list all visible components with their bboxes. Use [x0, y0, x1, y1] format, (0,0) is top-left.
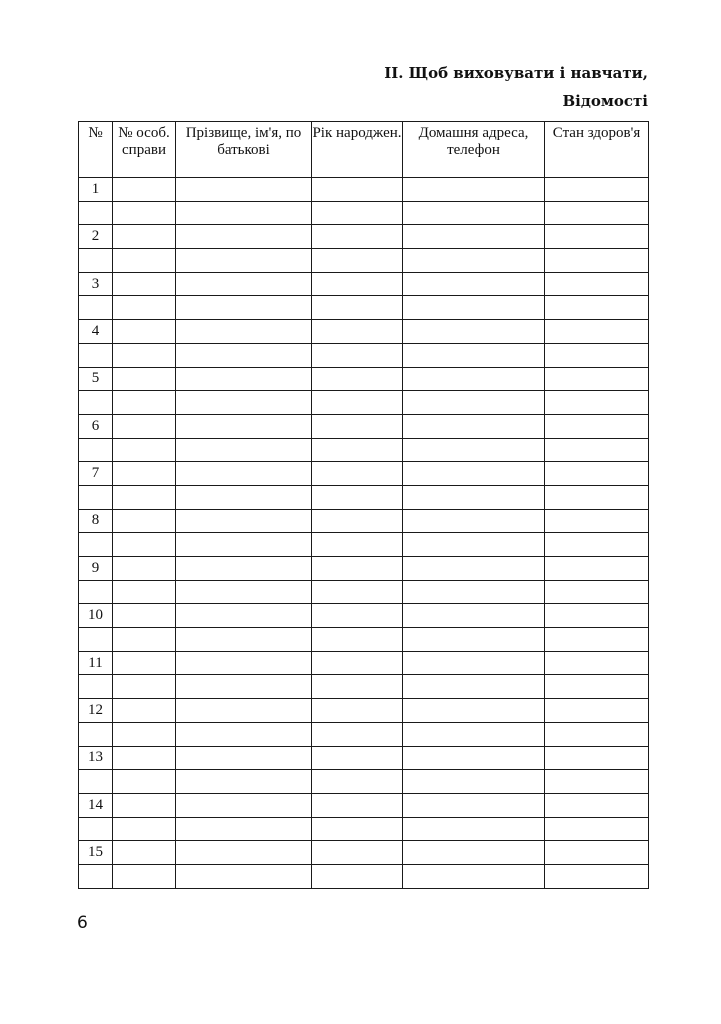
- table-row: [79, 225, 649, 249]
- table-cell: [403, 367, 545, 391]
- table-cell: [403, 817, 545, 841]
- table-cell: [176, 367, 312, 391]
- table-cell: [545, 604, 649, 628]
- column-header-file-number: № особ. справи: [113, 122, 176, 178]
- student-register-table: [78, 121, 649, 889]
- table-cell: [403, 249, 545, 273]
- table-cell: [312, 841, 403, 865]
- table-cell: [176, 296, 312, 320]
- table-cell: [176, 201, 312, 225]
- table-row: [79, 367, 649, 391]
- table-cell: [176, 343, 312, 367]
- row-number-cell: 11: [79, 651, 113, 675]
- table-cell: [403, 699, 545, 723]
- table-cell: [176, 770, 312, 794]
- table-cell: [79, 391, 113, 415]
- table-cell: [545, 438, 649, 462]
- table-cell: [79, 485, 113, 509]
- table-cell: [545, 391, 649, 415]
- table-cell: [79, 864, 113, 888]
- table-cell: [312, 509, 403, 533]
- row-number-cell: 8: [79, 509, 113, 533]
- table-cell: [403, 770, 545, 794]
- table-cell: [113, 557, 176, 581]
- table-cell: [113, 509, 176, 533]
- table-header-row: [79, 122, 649, 178]
- page-number: 6: [77, 913, 88, 933]
- table-cell: [113, 793, 176, 817]
- table-cell: [403, 509, 545, 533]
- table-cell: [312, 438, 403, 462]
- table-cell: [113, 201, 176, 225]
- table-cell: [403, 272, 545, 296]
- row-number-cell: 7: [79, 462, 113, 486]
- table-cell: [113, 296, 176, 320]
- column-header-health-status: Стан здоров'я: [545, 122, 649, 178]
- table-cell: [79, 628, 113, 652]
- table-cell: [113, 817, 176, 841]
- table-cell: [312, 864, 403, 888]
- table-row: [79, 272, 649, 296]
- table-cell: [403, 533, 545, 557]
- table-cell: [545, 249, 649, 273]
- table-cell: [176, 391, 312, 415]
- table-cell: [113, 462, 176, 486]
- table-cell: [79, 770, 113, 794]
- table-cell: [79, 722, 113, 746]
- table-cell: [113, 746, 176, 770]
- column-header-number: №: [79, 122, 113, 178]
- table-cell: [312, 746, 403, 770]
- table-cell: [403, 628, 545, 652]
- table-cell: [312, 699, 403, 723]
- table-cell: [113, 533, 176, 557]
- table-cell: [312, 320, 403, 344]
- table-cell: [113, 675, 176, 699]
- row-number-cell: 2: [79, 225, 113, 249]
- row-number-cell: 9: [79, 557, 113, 581]
- table-cell: [113, 722, 176, 746]
- table-cell: [176, 320, 312, 344]
- table-cell: [176, 249, 312, 273]
- table-cell: [113, 225, 176, 249]
- table-cell: [79, 201, 113, 225]
- table-cell: [176, 509, 312, 533]
- row-number-cell: 5: [79, 367, 113, 391]
- table-cell: [79, 580, 113, 604]
- table-cell: [176, 722, 312, 746]
- table-cell: [403, 201, 545, 225]
- table-cell: [312, 178, 403, 202]
- table-cell: [176, 699, 312, 723]
- table-row: [79, 178, 649, 202]
- table-cell: [79, 249, 113, 273]
- table-cell: [545, 770, 649, 794]
- table-cell: [176, 485, 312, 509]
- table-cell: [545, 272, 649, 296]
- table-cell: [545, 201, 649, 225]
- row-number-cell: 10: [79, 604, 113, 628]
- section-subheading: Відомості: [562, 92, 648, 110]
- table-cell: [113, 485, 176, 509]
- table-cell: [403, 841, 545, 865]
- row-number-cell: 12: [79, 699, 113, 723]
- table-cell: [545, 864, 649, 888]
- table-cell: [312, 770, 403, 794]
- table-cell: [312, 249, 403, 273]
- table-cell: [545, 722, 649, 746]
- row-number-cell: 1: [79, 178, 113, 202]
- table-cell: [545, 557, 649, 581]
- table-cell: [113, 414, 176, 438]
- table-cell: [403, 178, 545, 202]
- table-row: [79, 414, 649, 438]
- table-cell: [312, 604, 403, 628]
- table-cell: [113, 770, 176, 794]
- table-cell: [113, 841, 176, 865]
- table-cell: [312, 533, 403, 557]
- table-cell: [176, 462, 312, 486]
- table-row: [79, 201, 649, 225]
- table-row: [79, 320, 649, 344]
- table-cell: [403, 580, 545, 604]
- table-cell: [113, 391, 176, 415]
- table-cell: [312, 462, 403, 486]
- table-row: [79, 628, 649, 652]
- table-cell: [176, 628, 312, 652]
- table-cell: [312, 675, 403, 699]
- table-cell: [403, 675, 545, 699]
- table-row: [79, 533, 649, 557]
- table-cell: [176, 604, 312, 628]
- table-cell: [312, 651, 403, 675]
- table-row: [79, 249, 649, 273]
- table-cell: [545, 320, 649, 344]
- column-header-address-phone: Домашня адреса, телефон: [403, 122, 545, 178]
- table-cell: [545, 296, 649, 320]
- table-cell: [113, 628, 176, 652]
- table-row: [79, 699, 649, 723]
- table-cell: [403, 651, 545, 675]
- table-cell: [312, 296, 403, 320]
- table-cell: [79, 438, 113, 462]
- table-cell: [113, 320, 176, 344]
- table-cell: [176, 533, 312, 557]
- table-cell: [176, 793, 312, 817]
- table-cell: [176, 438, 312, 462]
- table-cell: [176, 557, 312, 581]
- table-cell: [312, 485, 403, 509]
- table-cell: [545, 628, 649, 652]
- table-cell: [113, 651, 176, 675]
- table-cell: [312, 201, 403, 225]
- table-row: [79, 557, 649, 581]
- table-cell: [403, 462, 545, 486]
- table-cell: [312, 628, 403, 652]
- table-cell: [176, 841, 312, 865]
- table-row: [79, 462, 649, 486]
- table-row: [79, 485, 649, 509]
- table-row: [79, 296, 649, 320]
- table-cell: [403, 414, 545, 438]
- table-cell: [176, 178, 312, 202]
- table-cell: [113, 604, 176, 628]
- table-cell: [403, 604, 545, 628]
- table-cell: [113, 272, 176, 296]
- table-cell: [403, 864, 545, 888]
- table-cell: [403, 391, 545, 415]
- table-cell: [403, 320, 545, 344]
- table-row: [79, 580, 649, 604]
- table-cell: [545, 580, 649, 604]
- table-row: [79, 651, 649, 675]
- table-cell: [176, 651, 312, 675]
- table-cell: [403, 557, 545, 581]
- row-number-cell: 6: [79, 414, 113, 438]
- table-row: [79, 722, 649, 746]
- table-cell: [312, 391, 403, 415]
- table-row: [79, 604, 649, 628]
- table-cell: [545, 675, 649, 699]
- table-cell: [403, 343, 545, 367]
- table-cell: [79, 296, 113, 320]
- table-body: [79, 178, 649, 889]
- table-cell: [312, 414, 403, 438]
- table-cell: [545, 367, 649, 391]
- table-cell: [113, 178, 176, 202]
- table-cell: [176, 225, 312, 249]
- table-cell: [113, 580, 176, 604]
- table-cell: [545, 178, 649, 202]
- table-cell: [403, 296, 545, 320]
- table-cell: [312, 272, 403, 296]
- table-cell: [403, 225, 545, 249]
- table-cell: [403, 722, 545, 746]
- table-cell: [312, 225, 403, 249]
- table-cell: [545, 817, 649, 841]
- table-cell: [545, 699, 649, 723]
- table-cell: [79, 675, 113, 699]
- table-cell: [545, 746, 649, 770]
- table-cell: [176, 272, 312, 296]
- table-cell: [176, 580, 312, 604]
- table-cell: [545, 533, 649, 557]
- table-cell: [545, 509, 649, 533]
- table-cell: [545, 343, 649, 367]
- table-cell: [113, 249, 176, 273]
- table-cell: [403, 438, 545, 462]
- table-row: [79, 817, 649, 841]
- table-cell: [176, 817, 312, 841]
- table-cell: [403, 793, 545, 817]
- row-number-cell: 15: [79, 841, 113, 865]
- table-cell: [545, 793, 649, 817]
- table-cell: [312, 793, 403, 817]
- table-row: [79, 438, 649, 462]
- table-cell: [79, 343, 113, 367]
- table-cell: [545, 651, 649, 675]
- table-cell: [113, 367, 176, 391]
- row-number-cell: 3: [79, 272, 113, 296]
- table-cell: [545, 462, 649, 486]
- table-cell: [312, 367, 403, 391]
- row-number-cell: 13: [79, 746, 113, 770]
- column-header-birth-year: Рік народжен.: [312, 122, 403, 178]
- table-cell: [545, 225, 649, 249]
- table-row: [79, 841, 649, 865]
- table-cell: [176, 746, 312, 770]
- table-cell: [176, 675, 312, 699]
- table-cell: [176, 864, 312, 888]
- column-header-full-name: Прізвище, ім'я, по батькові: [176, 122, 312, 178]
- table-row: [79, 770, 649, 794]
- table-cell: [79, 533, 113, 557]
- table-cell: [79, 817, 113, 841]
- table-cell: [176, 414, 312, 438]
- table-row: [79, 675, 649, 699]
- row-number-cell: 4: [79, 320, 113, 344]
- table-cell: [113, 864, 176, 888]
- table-row: [79, 746, 649, 770]
- table-cell: [545, 841, 649, 865]
- table-cell: [312, 557, 403, 581]
- table-row: [79, 343, 649, 367]
- table-cell: [312, 580, 403, 604]
- table-cell: [312, 722, 403, 746]
- table-row: [79, 864, 649, 888]
- table-cell: [113, 438, 176, 462]
- table-cell: [113, 699, 176, 723]
- table-cell: [312, 817, 403, 841]
- table-cell: [545, 485, 649, 509]
- table-cell: [545, 414, 649, 438]
- table-row: [79, 509, 649, 533]
- table-row: [79, 793, 649, 817]
- table-cell: [403, 746, 545, 770]
- table-cell: [403, 485, 545, 509]
- row-number-cell: 14: [79, 793, 113, 817]
- table-row: [79, 391, 649, 415]
- table-cell: [113, 343, 176, 367]
- section-heading: ІІ. Щоб виховувати і навчати,: [384, 64, 648, 82]
- table-cell: [312, 343, 403, 367]
